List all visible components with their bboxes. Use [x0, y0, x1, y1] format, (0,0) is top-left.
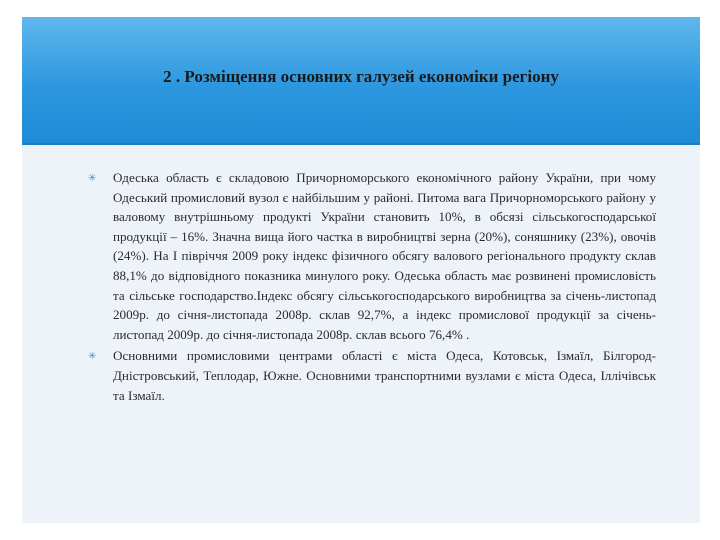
- bullet-text: Основними промисловими центрами області є міста Одеса, Котовськ, Ізмаїл, Білгород-Дністровський, Теплодар, Южне. Основними транспортними вузлами є міста Одеса, Іллічівськ та Ізмаїл.: [113, 348, 656, 403]
- bullet-item: [88, 346, 656, 405]
- asterisk-bullet-icon: ✳: [88, 351, 97, 363]
- slide-title: 2 . Розміщення основних галузей економіки регіону: [163, 67, 559, 86]
- asterisk-bullet-icon: ✳: [88, 173, 97, 184]
- bullet-item: [88, 168, 656, 344]
- title-banner: [22, 17, 700, 145]
- bullet-list: [86, 168, 656, 407]
- bullet-text: Одеська область є складовою Причорноморського економічного району України, при чому Одеський промисловий вузол є найбільшим у районі. Питома вага Причорноморського району у валовому внутрішньому продукті України становить 10%, в обсязі сільськогосподарської продукції – 16%. Значна вища його частка в виробництві зерна (20%), соняшнику (23%), овочів (24%). На І півріччя 2009 року індекс фізичного обсягу валового регіонального продукту склав 88,1% до відповідного показника минулого року. Одеська область має розвинені промисловість та сільське господарство.Індекс обсягу сільськогосподарського виробництва за січень-листопад 2009р. до січня-листопада 2008р. склав 92,7%, а індекс промислової продукції за січень-листопад 2009р. до січня-листопада 2008р. склав всього 76,4% .: [113, 170, 656, 342]
